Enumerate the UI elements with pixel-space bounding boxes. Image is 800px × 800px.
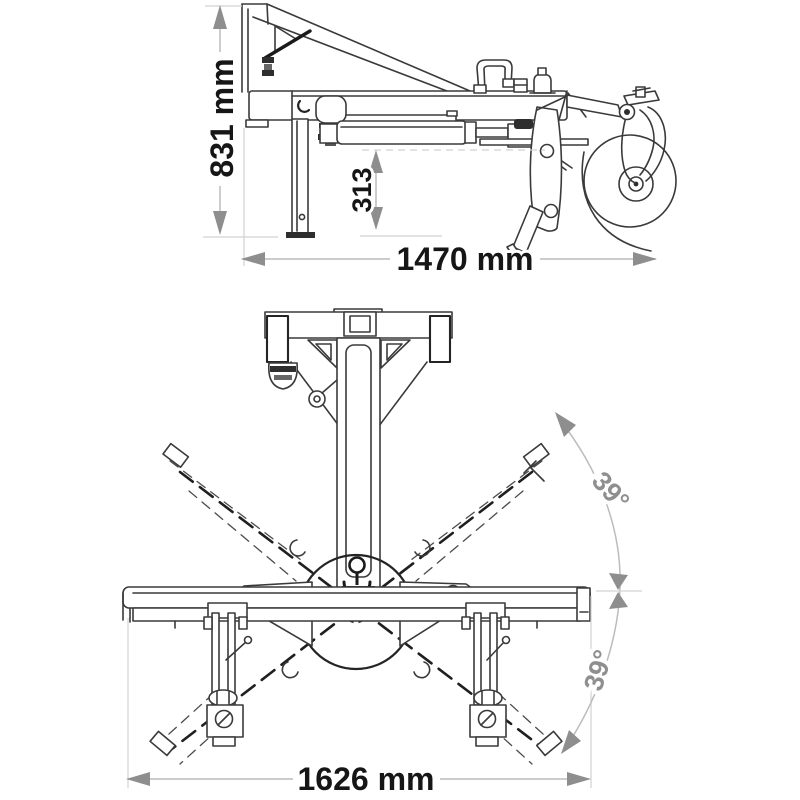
dim-label-height: 831 mm (204, 58, 240, 178)
angle-label-lower: 39° (578, 646, 619, 695)
wheel-strut-right (462, 603, 510, 746)
arc-arrow-upper (555, 412, 576, 437)
angle-annotation (555, 412, 642, 754)
grab-handle (474, 60, 527, 93)
lug-curl (290, 540, 305, 556)
arc-midpoint-marker (609, 592, 628, 609)
side-view-drawing (242, 4, 676, 259)
lug-curl (414, 662, 430, 678)
lug-curl (282, 662, 298, 678)
dim-label-clearance: 313 (347, 167, 377, 213)
filler-cap (530, 68, 555, 93)
mast-strut (265, 31, 310, 58)
plan-view-drawing (123, 309, 590, 764)
angle-label-upper: 39° (585, 465, 636, 517)
arc-midpoint-marker (609, 573, 628, 590)
center-beam-plan (337, 338, 380, 592)
dimension-313 (347, 150, 545, 236)
hitch-mast (242, 4, 470, 96)
parking-stand (286, 119, 315, 238)
dim-label-width: 1626 mm (297, 761, 435, 797)
swing-arc (557, 416, 620, 750)
dim-label-length: 1470 mm (396, 241, 534, 277)
wheel-strut-left (204, 603, 252, 746)
arc-arrow-lower (561, 730, 581, 754)
dimension-1626 (126, 596, 591, 797)
